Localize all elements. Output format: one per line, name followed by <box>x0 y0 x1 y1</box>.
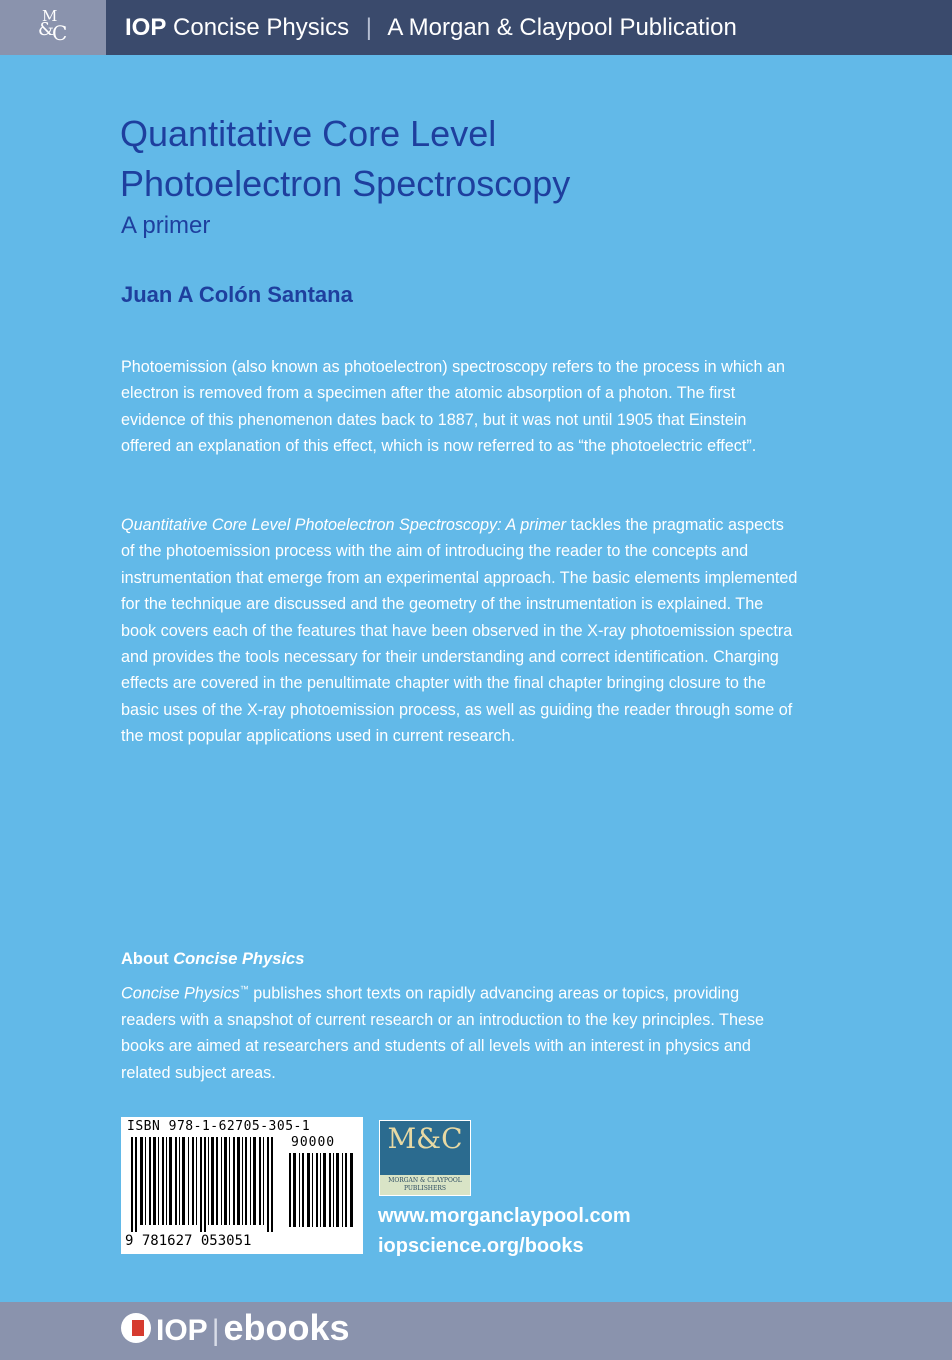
iop-ebooks-logo <box>156 1308 350 1351</box>
about-text-body: publishes short texts on rapidly advancing areas or topics, providing readers with a snapshot of current research or an introduction to the key principles. These books are aimed at researchers and students of all levels with an interest in physics and related subject areas. <box>121 984 765 1082</box>
top-banner <box>0 0 952 55</box>
about-heading-series: Concise Physics <box>173 950 305 968</box>
book-title <box>120 109 820 209</box>
isbn-barcode <box>121 1117 363 1254</box>
about-text <box>121 976 791 1086</box>
series-iop: IOP <box>125 14 167 41</box>
publisher-name-band <box>380 1175 470 1195</box>
about-series-italic: Concise Physics <box>121 984 240 1003</box>
description-paragraph-2 <box>121 512 801 750</box>
addon-barcode-bars-icon <box>289 1153 355 1227</box>
series-separator: | <box>365 14 372 41</box>
footer-iop: IOP <box>156 1314 208 1347</box>
series-label <box>125 16 737 40</box>
publisher-monogram: M&C <box>387 1122 463 1155</box>
book-title-italic: Quantitative Core Level Photoelectron Spectroscopy: A primer <box>121 516 567 534</box>
footer-ebooks: ebooks <box>223 1307 350 1348</box>
price-code: 90000 <box>291 1135 336 1150</box>
isbn-number: ISBN 978-1-62705-305-1 <box>127 1119 311 1134</box>
trademark-symbol: ™ <box>239 984 249 994</box>
publisher-urls <box>378 1201 631 1261</box>
footer-pipe: | <box>211 1314 220 1347</box>
barcode-bars-icon <box>131 1137 281 1232</box>
description-paragraph-1: Photoemission (also known as photoelectron) spectroscopy refers to the process in which an electron is removed from a specimen after the atomic absorption of a photon. The first evidence of this phenomenon dates back to 1887, but it was not until 1905 that Einstein offered an explanation of this effect, which is now referred to as “the photoelectric effect”. <box>121 358 786 456</box>
book-author: Juan A Colón Santana <box>121 282 353 307</box>
title-line-1: Quantitative Core Level <box>120 113 497 154</box>
title-line-2: Photoelectron Spectroscopy <box>120 163 571 204</box>
url-morganclaypool[interactable]: www.morganclaypool.com <box>378 1205 631 1227</box>
book-subtitle: A primer <box>121 212 211 239</box>
about-heading-prefix: About <box>121 950 174 968</box>
publisher-name-line-2: PUBLISHERS <box>403 1185 447 1192</box>
ean-number: 9 781627 053051 <box>125 1233 252 1249</box>
description-paragraph-2-text: tackles the pragmatic aspects of the photoemission process with the aim of introducing the reader to the concepts and instrumentation that emerge from an experimental approach. The basic elements implemented for the technique are discussed and the geometry of the instrumentation is explained. The book covers each of the features that have been observed in the X-ray photoemission spectra and provides the tools necessary for their understanding and correct identification. Charging effects are covered in the penultimate chapter with the final chapter bringing closure to the basic uses of the X-ray photoemission process, as well as guiding the reader through some of the most popular applications used in current research. <box>121 516 798 746</box>
publisher-name-line-1: MORGAN & CLAYPOOL <box>388 1177 462 1184</box>
series-name: Concise Physics <box>173 14 350 41</box>
publisher-logo <box>379 1120 471 1196</box>
publication-label: A Morgan & Claypool Publication <box>387 14 737 41</box>
morgan-claypool-logo: M & C <box>0 0 106 55</box>
iop-logo-icon <box>121 1313 151 1343</box>
url-iopscience[interactable]: iopscience.org/books <box>378 1235 584 1257</box>
about-heading <box>121 950 304 969</box>
